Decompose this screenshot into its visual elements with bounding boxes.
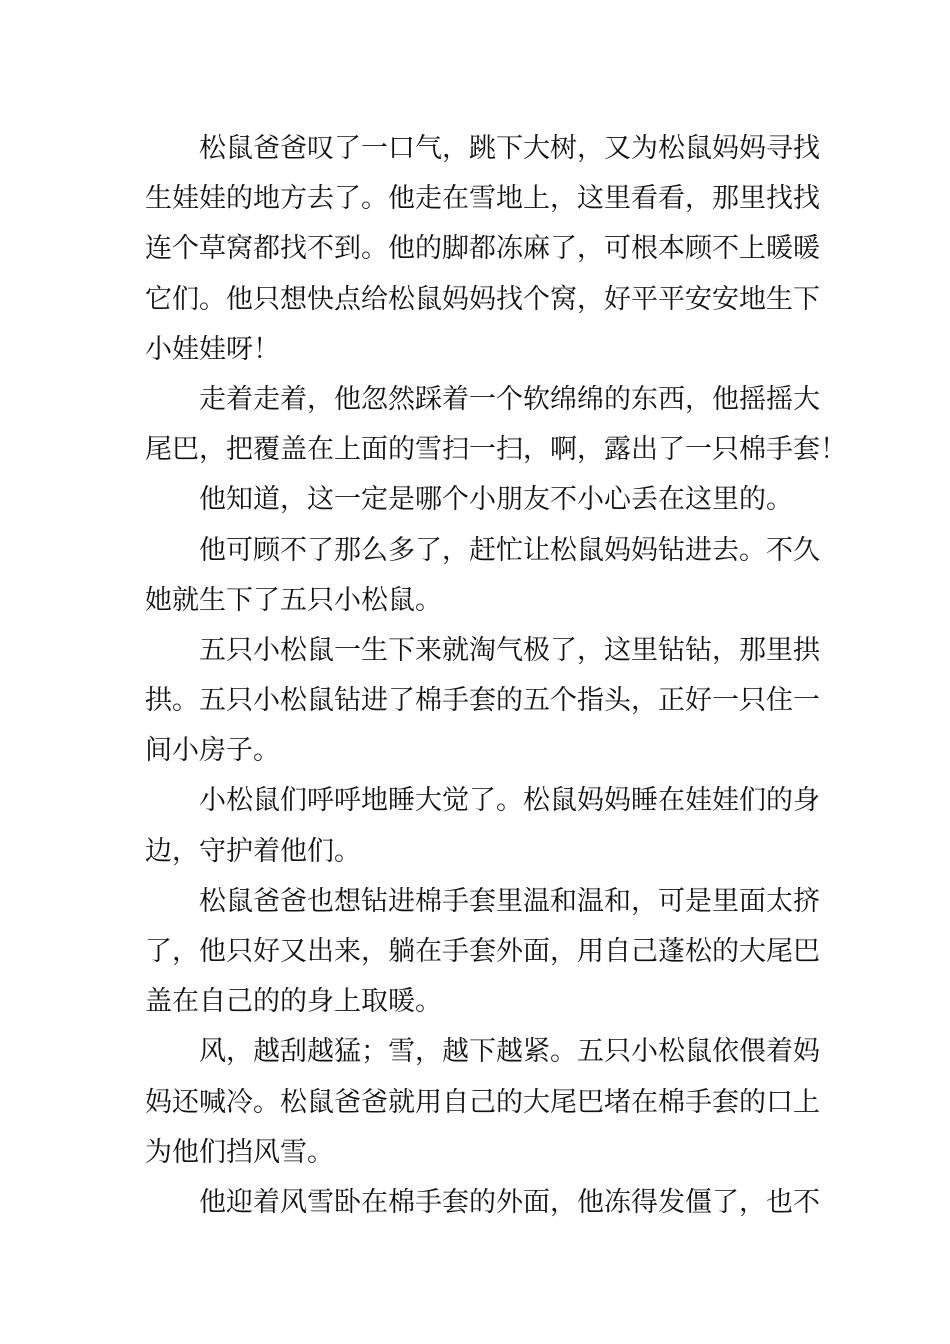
text-line: 间小房子。 [145,735,280,767]
text-line: 他迎着风雪卧在棉手套的外面，他冻得发僵了，也不 [199,1186,820,1218]
text-line: 连个草窝都找不到。他的脚都冻麻了，可根本顾不上暖暖 [145,233,820,265]
text-line: 妈还喊冷。松鼠爸爸就用自己的大尾巴堵在棉手套的口上 [145,1086,820,1118]
text-line: 她就生下了五只小松鼠。 [145,584,442,616]
text-line: 他可顾不了那么多了，赶忙让松鼠妈妈钻进去。不久 [199,534,820,566]
text-line: 他知道，这一定是哪个小朋友不小心丢在这里的。 [199,484,793,516]
text-line: 边，守护着他们。 [145,835,361,867]
paragraph [145,626,820,777]
text-line: 尾巴，把覆盖在上面的雪扫一扫，啊，露出了一只棉手套！ [145,434,847,466]
paragraph [145,877,820,1028]
paragraph [145,124,820,375]
paragraph [145,526,820,626]
story-text [145,124,847,1228]
paragraph [145,776,820,876]
text-line: 了，他只好又出来，躺在手套外面，用自己蓬松的大尾巴 [145,936,820,967]
text-line: 风，越刮越猛；雪，越下越紧。五只小松鼠依偎着妈 [199,1036,820,1068]
paragraph [145,475,810,525]
paragraph [145,1178,820,1228]
paragraph [145,1027,820,1178]
text-line: 盖在自己的的身上取暖。 [145,986,442,1018]
text-line: 它们。他只想快点给松鼠妈妈找个窝，好平平安安地生下 [145,283,820,315]
paragraph [145,375,847,475]
text-line: 生娃娃的地方去了。他走在雪地上，这里看看，那里找找 [145,183,820,215]
text-line: 为他们挡风雪。 [145,1136,334,1168]
text-line: 五只小松鼠一生下来就淘气极了，这里钻钻，那里拱 [199,634,820,666]
text-line: 小松鼠们呼呼地睡大觉了。松鼠妈妈睡在娃娃们的身 [199,785,820,817]
text-line: 走着走着，他忽然踩着一个软绵绵的东西，他摇摇大 [199,383,820,415]
text-line: 小娃娃呀！ [145,333,280,365]
text-line: 松鼠爸爸叹了一口气，跳下大树，又为松鼠妈妈寻找 [199,133,820,164]
text-line: 松鼠爸爸也想钻进棉手套里温和温和，可是里面太挤 [199,885,820,917]
text-line: 拱。五只小松鼠钻进了棉手套的五个指头，正好一只住一 [145,685,820,717]
